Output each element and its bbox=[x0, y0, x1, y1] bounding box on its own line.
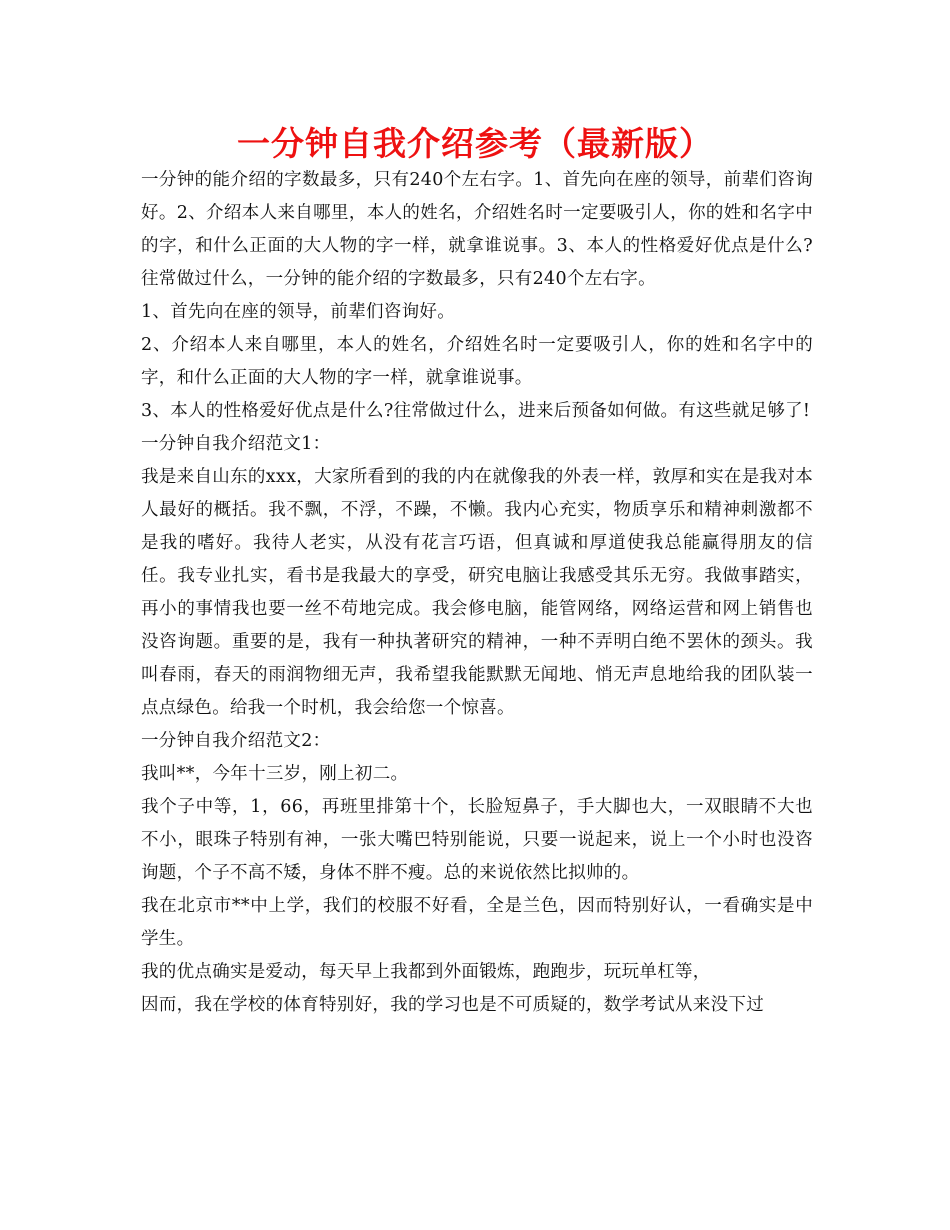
section-heading-example-2: 一分钟自我介绍范文2： bbox=[141, 731, 331, 751]
paragraph-step-2: 2、介绍本人来自哪里，本人的姓名，介绍姓名时一定要吸引人，你的姓和名字中的字，和什么正面的大人物的字一样，就拿谁说事。 bbox=[141, 335, 813, 388]
paragraph-step-3: 3、本人的性格爱好优点是什么?往常做过什么，进来后预备如何做。有这些就足够了! bbox=[141, 401, 811, 421]
paragraph-step-1: 1、首先向在座的领导，前辈们咨询好。 bbox=[141, 302, 456, 322]
document-title: 一分钟自我介绍参考（最新版） bbox=[237, 124, 713, 163]
paragraph-example-2-study: 因而，我在学校的体育特别好，我的学习也是不可质疑的，数学考试从来没下过 bbox=[141, 995, 764, 1015]
paragraph-example-2-appearance: 我个子中等，1，66，再班里排第十个，长脸短鼻子，手大脚也大，一双眼睛不大也不小，眼珠子特别有神，一张大嘴巴特别能说，只要一说起来，说上一个小时也没咨询题，个子不高不矮，身体不胖不瘦。总的来说依然比拟帅的。 bbox=[141, 797, 813, 883]
paragraph-intro: 一分钟的能介绍的字数最多，只有240个左右字。1、首先向在座的领导，前辈们咨询好。2、介绍本人来自哪里，本人的姓名，介绍姓名时一定要吸引人，你的姓和名字中的字，和什么正面的大人物的字一样，就拿谁说事。3、本人的性格爱好优点是什么?往常做过什么，一分钟的能介绍的字数最多，只有240个左右字。 bbox=[141, 170, 813, 289]
paragraph-example-2-school: 我在北京市**中上学，我们的校服不好看，全是兰色，因而特别好认，一看确实是中学生。 bbox=[141, 896, 813, 949]
section-heading-example-1: 一分钟自我介绍范文1： bbox=[141, 434, 331, 454]
paragraph-example-2-name: 我叫**，今年十三岁，刚上初二。 bbox=[141, 764, 409, 784]
document-body bbox=[141, 164, 813, 1022]
paragraph-example-1: 我是来自山东的xxx，大家所看到的我的内在就像我的外表一样，敦厚和实在是我对本人最好的概括。我不飘，不浮，不躁，不懒。我内心充实，物质享乐和精神刺激都不是我的嗜好。我待人老实，从没有花言巧语，但真诚和厚道使我总能赢得朋友的信任。我专业扎实，看书是我最大的享受，研究电脑让我感受其乐无穷。我做事踏实，再小的事情我也要一丝不苟地完成。我会修电脑，能管网络，网络运营和网上销售也没咨询题。重要的是，我有一种执著研究的精神，一种不弄明白绝不罢休的颈头。我叫春雨，春天的雨润物细无声，我希望我能默默无闻地、悄无声息地给我的团队装一点点绿色。给我一个时机，我会给您一个惊喜。 bbox=[141, 467, 813, 718]
paragraph-example-2-strength: 我的优点确实是爱动，每天早上我都到外面锻炼，跑跑步，玩玩单杠等， bbox=[141, 962, 711, 982]
